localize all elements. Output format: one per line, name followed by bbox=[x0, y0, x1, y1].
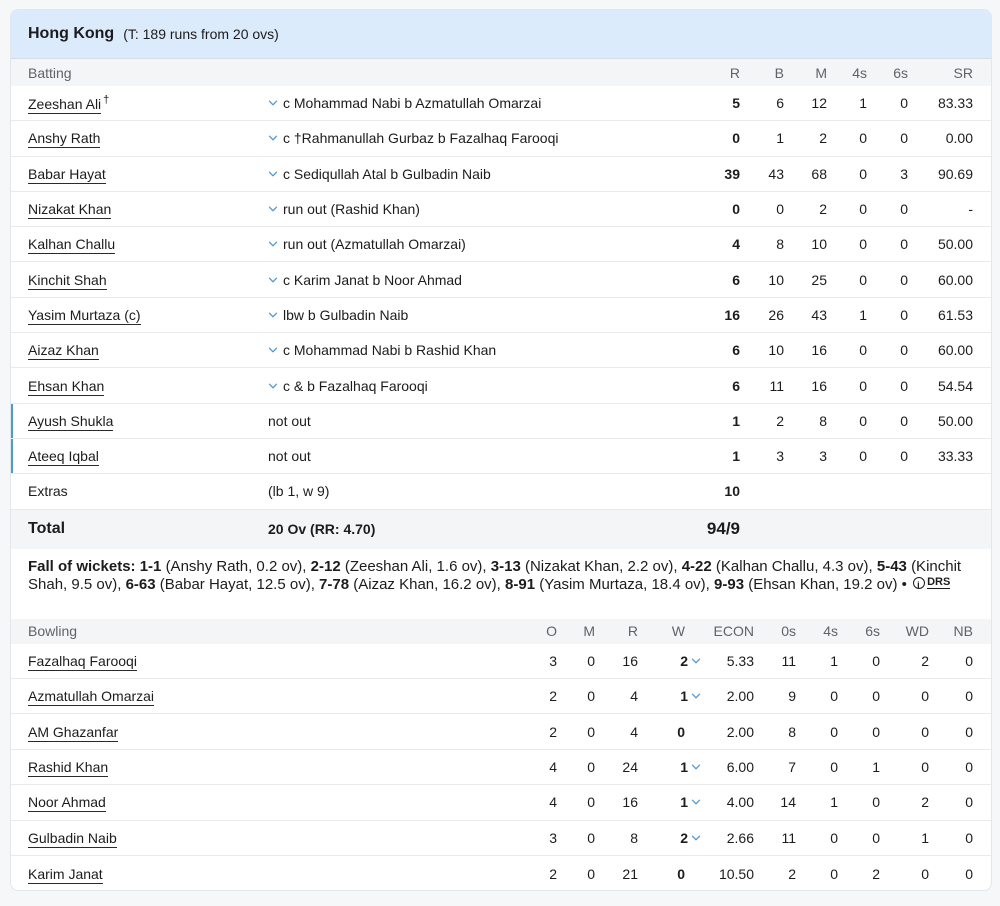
batter-fours: 0 bbox=[859, 377, 867, 394]
bowling-label: Bowling bbox=[28, 623, 78, 640]
batter-name[interactable] bbox=[28, 272, 107, 288]
col-o: O bbox=[546, 623, 557, 640]
batter-fours: 0 bbox=[859, 130, 867, 147]
fow-separator: • bbox=[901, 575, 907, 593]
dismissal-text: c Mohammad Nabi b Rashid Khan bbox=[283, 342, 497, 359]
bowling-row bbox=[11, 679, 991, 714]
bowler-runs: 4 bbox=[630, 723, 638, 740]
bowler-econ: 6.00 bbox=[726, 758, 754, 775]
team-name: Hong Kong bbox=[28, 25, 115, 42]
batting-row bbox=[11, 368, 991, 403]
batter-sixes: 0 bbox=[900, 236, 908, 253]
col-r: R bbox=[729, 64, 740, 81]
bowler-econ: 2.00 bbox=[726, 723, 754, 740]
col-0s: 0s bbox=[781, 623, 796, 640]
fow-score: 3-13 bbox=[490, 557, 521, 575]
bowler-wickets bbox=[677, 866, 685, 882]
bowler-sixes: 0 bbox=[872, 688, 880, 705]
bowler-noballs: 0 bbox=[965, 794, 973, 811]
batter-sixes: 0 bbox=[900, 342, 908, 359]
batting-row bbox=[11, 157, 991, 192]
dismissal-text: not out bbox=[268, 448, 311, 465]
bowler-fours: 0 bbox=[830, 829, 838, 846]
bowling-row bbox=[11, 856, 991, 891]
bowling-row bbox=[11, 821, 991, 856]
batter-minutes: 43 bbox=[811, 306, 827, 323]
batting-header-row bbox=[11, 59, 991, 86]
batting-row bbox=[11, 404, 991, 439]
batting-label: Batting bbox=[28, 64, 72, 81]
dismissal-text: lbw b Gulbadin Naib bbox=[283, 306, 409, 323]
bowler-name[interactable] bbox=[28, 794, 106, 810]
bowler-wickets-value: 1 bbox=[680, 688, 688, 705]
bowler-maidens: 0 bbox=[587, 723, 595, 740]
batter-fours: 0 bbox=[859, 201, 867, 218]
fow-detail: (Zeeshan Ali, 1.6 ov) bbox=[344, 557, 483, 575]
dismissal-text: c Sediqullah Atal b Gulbadin Naib bbox=[283, 165, 491, 182]
bowler-dots: 8 bbox=[788, 723, 796, 740]
batter-runs: 6 bbox=[732, 377, 740, 394]
bowling-header-row bbox=[11, 619, 991, 644]
bowler-maidens: 0 bbox=[587, 758, 595, 775]
batter-sr: 83.33 bbox=[937, 95, 973, 112]
chevron-down-icon[interactable] bbox=[691, 797, 701, 807]
info-icon bbox=[913, 577, 925, 589]
extras-detail: (lb 1, w 9) bbox=[268, 483, 330, 500]
batter-name[interactable] bbox=[28, 201, 111, 217]
bowler-name[interactable] bbox=[28, 688, 154, 704]
scorecard-card bbox=[10, 9, 992, 891]
innings-header bbox=[11, 10, 991, 59]
batter-fours: 0 bbox=[859, 448, 867, 465]
batter-sixes: 0 bbox=[900, 271, 908, 288]
batter-sr: 90.69 bbox=[937, 165, 973, 182]
batter-minutes: 16 bbox=[811, 342, 827, 359]
chevron-down-icon[interactable] bbox=[691, 656, 701, 666]
bowler-econ: 2.66 bbox=[726, 829, 754, 846]
batter-sr: - bbox=[968, 201, 973, 218]
bowler-sixes: 0 bbox=[872, 723, 880, 740]
col-m: M bbox=[583, 623, 595, 640]
bowler-overs: 4 bbox=[549, 794, 557, 811]
batter-name-text: Ayush Shukla bbox=[28, 412, 114, 429]
bowler-noballs: 0 bbox=[965, 829, 973, 846]
batter-balls: 6 bbox=[776, 95, 784, 112]
bowler-wickets-value: 1 bbox=[680, 794, 688, 811]
batter-name[interactable] bbox=[28, 342, 99, 358]
dismissal-text: c Karim Janat b Noor Ahmad bbox=[283, 271, 462, 288]
fow-score: 4-22 bbox=[681, 557, 712, 575]
bowler-name[interactable] bbox=[28, 759, 108, 775]
col-sr: SR bbox=[953, 64, 973, 81]
bowler-maidens: 0 bbox=[587, 652, 595, 669]
fow-detail: (Yasim Murtaza, 18.4 ov) bbox=[539, 575, 706, 593]
batter-name[interactable] bbox=[28, 307, 141, 323]
bowler-name[interactable] bbox=[28, 866, 103, 882]
chevron-down-icon[interactable] bbox=[691, 833, 701, 843]
batter-fours: 0 bbox=[859, 236, 867, 253]
dismissal[interactable] bbox=[268, 166, 491, 182]
batter-name-text: Yasim Murtaza (c) bbox=[28, 306, 141, 323]
batter-runs: 5 bbox=[732, 95, 740, 112]
batter-minutes: 2 bbox=[819, 130, 827, 147]
batting-row bbox=[11, 333, 991, 368]
fow-score: 7-78 bbox=[319, 575, 350, 593]
bowler-dots: 11 bbox=[781, 829, 796, 846]
dismissal[interactable] bbox=[268, 342, 496, 358]
batter-balls: 3 bbox=[776, 448, 784, 465]
bowler-noballs: 0 bbox=[965, 652, 973, 669]
batter-minutes: 10 bbox=[811, 236, 827, 253]
fow-detail: (Babar Hayat, 12.5 ov) bbox=[159, 575, 311, 593]
batter-name-text: Kinchit Shah bbox=[28, 271, 107, 288]
bowler-wides: 0 bbox=[921, 723, 929, 740]
chevron-down-icon[interactable] bbox=[268, 239, 278, 249]
bowler-fours: 1 bbox=[830, 794, 838, 811]
dismissal[interactable] bbox=[268, 307, 408, 323]
col-4s: 4s bbox=[852, 64, 867, 81]
dismissal[interactable] bbox=[268, 378, 428, 394]
chevron-down-icon[interactable] bbox=[268, 345, 278, 355]
batter-name-text: Ehsan Khan bbox=[28, 377, 105, 394]
batter-sr: 0.00 bbox=[945, 130, 973, 147]
batter-runs: 1 bbox=[732, 448, 740, 465]
bowler-runs: 16 bbox=[622, 652, 638, 669]
fow-detail: (Kinchit Shah, 9.5 ov) bbox=[28, 557, 962, 593]
batter-fours: 0 bbox=[859, 342, 867, 359]
dismissal[interactable] bbox=[268, 130, 559, 146]
chevron-down-icon[interactable] bbox=[691, 691, 701, 701]
bowler-maidens: 0 bbox=[587, 865, 595, 882]
batter-name-text: Babar Hayat bbox=[28, 165, 106, 182]
bowling-row bbox=[11, 750, 991, 785]
batter-balls: 8 bbox=[776, 236, 784, 253]
extras-value: 10 bbox=[724, 483, 740, 500]
batter-minutes: 3 bbox=[819, 448, 827, 465]
batter-name[interactable] bbox=[28, 448, 99, 464]
batter-runs: 1 bbox=[732, 412, 740, 429]
bowler-name-text: Fazalhaq Farooqi bbox=[28, 652, 137, 669]
bowler-wickets[interactable] bbox=[680, 830, 701, 846]
batter-sixes: 0 bbox=[900, 201, 908, 218]
batter-name[interactable] bbox=[28, 236, 115, 252]
bowler-wickets-value: 1 bbox=[680, 758, 688, 775]
bowler-name-text: Rashid Khan bbox=[28, 758, 109, 775]
chevron-down-icon[interactable] bbox=[268, 204, 278, 214]
bowler-noballs: 0 bbox=[965, 758, 973, 775]
bowler-overs: 4 bbox=[549, 758, 557, 775]
bowler-wickets[interactable] bbox=[680, 653, 701, 669]
bowler-runs: 16 bbox=[622, 794, 638, 811]
dismissal-text: run out (Rashid Khan) bbox=[283, 201, 420, 218]
dismissal-text: c & b Fazalhaq Farooqi bbox=[283, 377, 428, 394]
batter-balls: 26 bbox=[768, 306, 784, 323]
batter-fours: 1 bbox=[859, 95, 867, 112]
bowler-sixes: 0 bbox=[872, 794, 880, 811]
batter-balls: 43 bbox=[768, 165, 784, 182]
bowler-maidens: 0 bbox=[587, 794, 595, 811]
fow-detail: (Ehsan Khan, 19.2 ov) bbox=[748, 575, 898, 593]
batter-sixes: 0 bbox=[900, 306, 908, 323]
bowler-fours: 0 bbox=[830, 758, 838, 775]
batter-runs: 4 bbox=[732, 236, 740, 253]
total-score: 94/9 bbox=[706, 519, 740, 539]
batter-runs: 16 bbox=[724, 306, 740, 323]
batter-sr: 60.00 bbox=[937, 271, 973, 288]
batter-sr: 60.00 bbox=[937, 342, 973, 359]
batting-row bbox=[11, 86, 991, 121]
batter-fours: 0 bbox=[859, 271, 867, 288]
bowler-overs: 2 bbox=[549, 865, 557, 882]
bowler-wickets-value: 2 bbox=[680, 829, 688, 846]
bowler-fours: 1 bbox=[830, 652, 838, 669]
bowler-fours: 0 bbox=[830, 688, 838, 705]
drs-label: DRS bbox=[927, 575, 951, 588]
bowler-econ: 10.50 bbox=[718, 865, 754, 882]
bowler-fours: 0 bbox=[830, 865, 838, 882]
batter-name[interactable] bbox=[28, 94, 109, 112]
batter-sr: 50.00 bbox=[937, 236, 973, 253]
bowler-sixes: 2 bbox=[872, 865, 880, 882]
chevron-down-icon[interactable] bbox=[691, 762, 701, 772]
bowler-wides: 2 bbox=[921, 652, 929, 669]
batter-sixes: 0 bbox=[900, 448, 908, 465]
bowler-wickets[interactable] bbox=[680, 794, 701, 810]
bowler-overs: 3 bbox=[549, 829, 557, 846]
chevron-down-icon[interactable] bbox=[268, 275, 278, 285]
batting-row bbox=[11, 262, 991, 297]
bowler-sixes: 0 bbox=[872, 829, 880, 846]
bowler-wickets[interactable] bbox=[680, 759, 701, 775]
fow-label: Fall of wickets: bbox=[28, 557, 136, 575]
bowler-sixes: 0 bbox=[872, 652, 880, 669]
bowler-overs: 3 bbox=[549, 652, 557, 669]
batter-name-text: Anshy Rath bbox=[28, 130, 101, 147]
batter-name[interactable] bbox=[28, 378, 104, 394]
batting-row bbox=[11, 298, 991, 333]
bowler-wickets bbox=[677, 724, 685, 740]
batter-runs: 0 bbox=[732, 201, 740, 218]
batter-runs: 6 bbox=[732, 271, 740, 288]
chevron-down-icon[interactable] bbox=[268, 169, 278, 179]
bowler-wickets[interactable] bbox=[680, 688, 701, 704]
col-nb: NB bbox=[953, 623, 973, 640]
bowling-table bbox=[11, 644, 991, 891]
bowling-row bbox=[11, 714, 991, 749]
bowler-name-text: Azmatullah Omarzai bbox=[28, 688, 155, 705]
col-b: B bbox=[774, 64, 784, 81]
fow-score: 5-43 bbox=[876, 557, 907, 575]
total-label: Total bbox=[28, 520, 66, 538]
bowler-name-text: Gulbadin Naib bbox=[28, 829, 117, 846]
bowler-name-text: AM Ghazanfar bbox=[28, 723, 119, 740]
bowler-wides: 0 bbox=[921, 758, 929, 775]
batter-runs: 0 bbox=[732, 130, 740, 147]
dismissal bbox=[268, 448, 311, 464]
batter-sr: 61.53 bbox=[937, 306, 973, 323]
bowler-runs: 4 bbox=[630, 688, 638, 705]
col-wd: WD bbox=[905, 623, 929, 640]
dismissal bbox=[268, 413, 311, 429]
bowler-overs: 2 bbox=[549, 688, 557, 705]
chevron-down-icon[interactable] bbox=[268, 381, 278, 391]
batter-fours: 0 bbox=[859, 412, 867, 429]
bowler-runs: 8 bbox=[630, 829, 638, 846]
batter-sixes: 3 bbox=[900, 165, 908, 182]
bowler-dots: 9 bbox=[788, 688, 796, 705]
batter-fours: 0 bbox=[859, 165, 867, 182]
batting-row bbox=[11, 439, 991, 474]
dismissal-text: c Mohammad Nabi b Azmatullah Omarzai bbox=[283, 95, 542, 112]
batter-name-text: Aizaz Khan bbox=[28, 342, 99, 359]
dismissal[interactable] bbox=[268, 201, 420, 217]
dismissal-text: c †Rahmanullah Gurbaz b Fazalhaq Farooqi bbox=[283, 130, 559, 147]
bowler-dots: 7 bbox=[788, 758, 796, 775]
dismissal-text: run out (Azmatullah Omarzai) bbox=[283, 236, 466, 253]
batter-sixes: 0 bbox=[900, 377, 908, 394]
batter-sr: 33.33 bbox=[937, 448, 973, 465]
bowler-wides: 2 bbox=[921, 794, 929, 811]
fow-detail: (Nizakat Khan, 2.2 ov) bbox=[524, 557, 674, 575]
batter-name[interactable] bbox=[28, 130, 100, 146]
drs-link[interactable] bbox=[913, 577, 950, 589]
batter-minutes: 16 bbox=[811, 377, 827, 394]
bowler-dots: 2 bbox=[788, 865, 796, 882]
bowler-runs: 21 bbox=[622, 865, 638, 882]
batter-balls: 10 bbox=[768, 342, 784, 359]
col-r: R bbox=[627, 623, 638, 640]
batting-row bbox=[11, 227, 991, 262]
bowler-fours: 0 bbox=[830, 723, 838, 740]
batter-sr: 50.00 bbox=[937, 412, 973, 429]
bowler-noballs: 0 bbox=[965, 865, 973, 882]
fow-detail: (Kalhan Challu, 4.3 ov) bbox=[715, 557, 869, 575]
dismissal[interactable] bbox=[268, 236, 466, 252]
fow-score: 9-93 bbox=[714, 575, 745, 593]
bowler-name[interactable] bbox=[28, 724, 118, 740]
batter-sixes: 0 bbox=[900, 130, 908, 147]
batter-balls: 2 bbox=[776, 412, 784, 429]
batter-name[interactable] bbox=[28, 166, 106, 182]
batter-name-text: Zeeshan Ali bbox=[28, 95, 102, 112]
bowler-dots: 14 bbox=[780, 794, 796, 811]
bowling-row bbox=[11, 644, 991, 679]
chevron-down-icon[interactable] bbox=[268, 98, 278, 108]
batter-balls: 0 bbox=[776, 201, 784, 218]
batter-minutes: 68 bbox=[811, 165, 827, 182]
bowler-dots: 11 bbox=[781, 652, 796, 669]
batter-balls: 11 bbox=[769, 377, 784, 394]
bowler-name[interactable] bbox=[28, 830, 117, 846]
bowler-noballs: 0 bbox=[965, 688, 973, 705]
batter-minutes: 25 bbox=[811, 271, 827, 288]
bowler-maidens: 0 bbox=[587, 688, 595, 705]
batter-runs: 39 bbox=[724, 165, 740, 182]
batter-sr: 54.54 bbox=[937, 377, 973, 394]
fow-items: 1-1 (Anshy Rath, 0.2 ov), 2-12 (Zeeshan Ali, 1.6 ov), 3-13 (Nizakat Khan, 2.2 ov), 4-22 (Kalhan Challu, 4.3 ov), 5-43 (Kinchit Shah, 9.5 ov), 6-63 (Babar Hayat, 12.5 ov), 7-78 (Aizaz Khan, 16.2 ov), 8-91 (Yasim Murtaza, 18.4 ov), 9-93 (Ehsan Khan, 19.2 ov) bbox=[28, 557, 962, 593]
batter-name[interactable] bbox=[28, 413, 113, 429]
batter-sixes: 0 bbox=[900, 95, 908, 112]
batter-name-text: Nizakat Khan bbox=[28, 201, 112, 218]
fow-score: 2-12 bbox=[310, 557, 341, 575]
keeper-mark: † bbox=[103, 94, 110, 107]
batter-fours: 1 bbox=[859, 306, 867, 323]
fall-of-wickets bbox=[11, 549, 991, 619]
extras-row bbox=[11, 474, 991, 509]
batter-minutes: 8 bbox=[819, 412, 827, 429]
fow-detail: (Anshy Rath, 0.2 ov) bbox=[165, 557, 303, 575]
col-m: M bbox=[815, 64, 827, 81]
col-4s: 4s bbox=[823, 623, 838, 640]
bowler-overs: 2 bbox=[549, 723, 557, 740]
chevron-down-icon[interactable] bbox=[268, 310, 278, 320]
bowler-sixes: 1 bbox=[872, 758, 880, 775]
dismissal[interactable] bbox=[268, 272, 462, 288]
target-text: (T: 189 runs from 20 ovs) bbox=[123, 26, 279, 42]
bowler-wides: 1 bbox=[921, 829, 929, 846]
bowler-econ: 2.00 bbox=[726, 688, 754, 705]
bowler-noballs: 0 bbox=[965, 723, 973, 740]
batting-table bbox=[11, 86, 991, 474]
bowler-name-text: Noor Ahmad bbox=[28, 794, 106, 811]
bowler-wides: 0 bbox=[921, 865, 929, 882]
dismissal-text: not out bbox=[268, 412, 311, 429]
fow-detail: (Aizaz Khan, 16.2 ov) bbox=[353, 575, 497, 593]
bowler-maidens: 0 bbox=[587, 829, 595, 846]
batter-name-text: Kalhan Challu bbox=[28, 236, 116, 253]
fow-score: 6-63 bbox=[125, 575, 156, 593]
col-6s: 6s bbox=[865, 623, 880, 640]
bowler-wickets-value: 0 bbox=[677, 723, 685, 740]
batter-balls: 10 bbox=[768, 271, 784, 288]
bowler-runs: 24 bbox=[622, 758, 638, 775]
batting-row bbox=[11, 121, 991, 156]
bowler-wickets-value: 2 bbox=[680, 652, 688, 669]
batter-minutes: 2 bbox=[819, 201, 827, 218]
extras-label: Extras bbox=[28, 483, 68, 500]
col-w: W bbox=[671, 623, 685, 640]
col-6s: 6s bbox=[893, 64, 908, 81]
fow-score: 1-1 bbox=[139, 557, 162, 575]
batter-runs: 6 bbox=[732, 342, 740, 359]
batter-minutes: 12 bbox=[811, 95, 827, 112]
bowler-econ: 4.00 bbox=[726, 794, 754, 811]
chevron-down-icon[interactable] bbox=[268, 133, 278, 143]
bowler-name-text: Karim Janat bbox=[28, 865, 103, 882]
total-row bbox=[11, 510, 991, 549]
batting-row bbox=[11, 192, 991, 227]
batter-sixes: 0 bbox=[900, 412, 908, 429]
fow-score: 8-91 bbox=[505, 575, 536, 593]
bowling-row bbox=[11, 785, 991, 820]
col-econ: ECON bbox=[713, 623, 754, 640]
bowler-econ: 5.33 bbox=[726, 652, 754, 669]
bowler-wickets-value: 0 bbox=[677, 865, 685, 882]
bowler-name[interactable] bbox=[28, 653, 137, 669]
dismissal[interactable] bbox=[268, 95, 541, 111]
batter-balls: 1 bbox=[776, 130, 784, 147]
bowler-wides: 0 bbox=[921, 688, 929, 705]
batter-name-text: Ateeq Iqbal bbox=[28, 448, 99, 465]
total-detail: 20 Ov (RR: 4.70) bbox=[268, 521, 376, 538]
